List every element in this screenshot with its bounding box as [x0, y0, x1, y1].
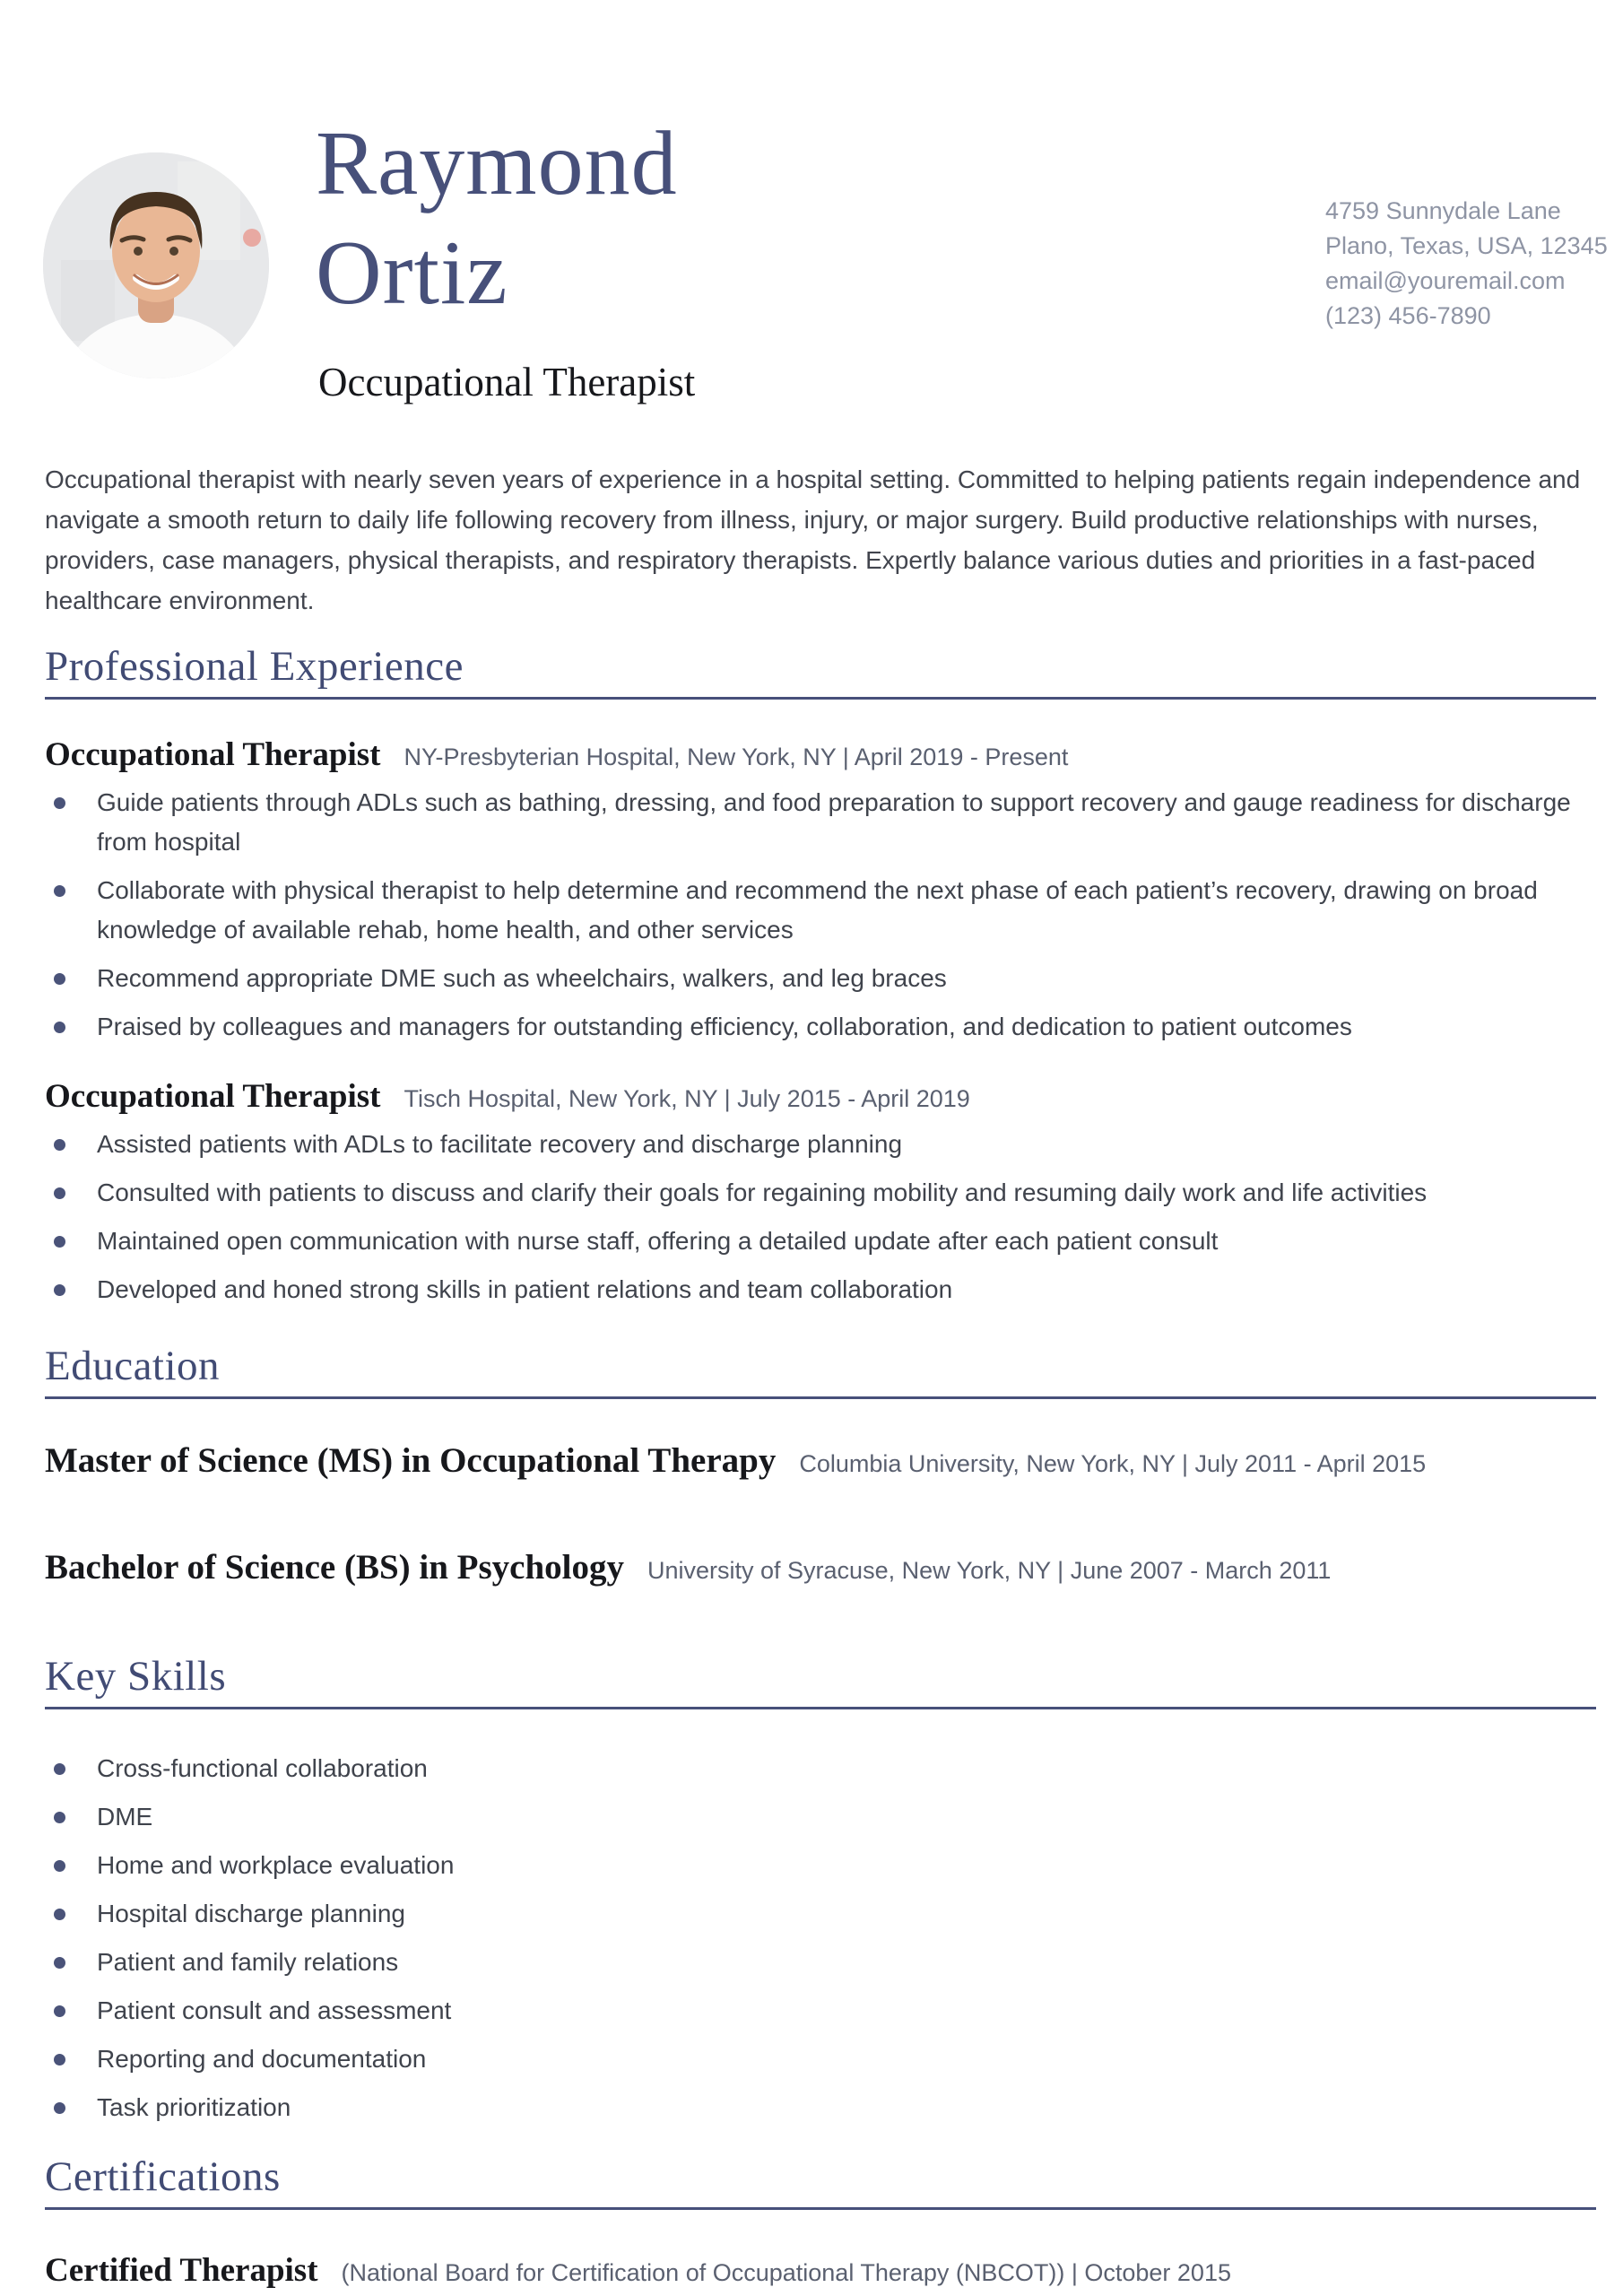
- bullet-dot: [54, 1022, 65, 1033]
- bullet-dot: [54, 1909, 65, 1920]
- bullet-dot: [54, 1957, 65, 1969]
- person-first-name: Raymond: [316, 113, 678, 214]
- skill-text: Task prioritization: [97, 2093, 291, 2121]
- bullet-text: Recommend appropriate DME such as wheelchairs, walkers, and leg braces: [97, 964, 947, 992]
- job-entry: [45, 735, 1596, 1047]
- header: [0, 0, 1623, 422]
- job-entry: [45, 1077, 1596, 1309]
- section-divider: [45, 2207, 1596, 2210]
- skill-item: [45, 1894, 1596, 1934]
- certification-entry: [45, 2251, 1596, 2290]
- job-header: [45, 1077, 1596, 1116]
- bullet-text: Assisted patients with ADLs to facilitate recovery and discharge planning: [97, 1130, 903, 1158]
- person-job-title: Occupational Therapist: [318, 360, 696, 404]
- bullet-dot: [54, 1812, 65, 1823]
- bullet-dot: [54, 1860, 65, 1872]
- bullet-text: Praised by colleagues and managers for outstanding efficiency, collaboration, and dedication to patient outcomes: [97, 1013, 1352, 1040]
- certification-meta: (National Board for Certification of Occupational Therapy (NBCOT)) | October 2015: [341, 2259, 1231, 2286]
- contact-address-line1: 4759 Sunnydale Lane: [1325, 197, 1561, 224]
- skill-text: DME: [97, 1803, 153, 1831]
- bullet-dot: [54, 2054, 65, 2066]
- bullet-text: Consulted with patients to discuss and clarify their goals for regaining mobility and resuming daily work and life activities: [97, 1178, 1428, 1206]
- person-last-name: Ortiz: [316, 222, 508, 324]
- profile-photo: [43, 152, 269, 378]
- contact-email: email@youremail.com: [1325, 267, 1566, 294]
- contact-phone: (123) 456-7890: [1325, 302, 1491, 329]
- person-portrait-illustration: [43, 152, 269, 378]
- bullet-text: Collaborate with physical therapist to help determine and recommend the next phase of each patient’s recovery, drawing on broad knowledge of available rehab, home health, and other services: [97, 876, 1538, 944]
- skill-item: [45, 2039, 1596, 2079]
- skill-text: Home and workplace evaluation: [97, 1851, 455, 1879]
- job-bullet-list: [45, 783, 1596, 1047]
- skill-item: [45, 2088, 1596, 2127]
- job-header: [45, 735, 1596, 774]
- degree-meta: University of Syracuse, New York, NY | June 2007 - March 2011: [647, 1557, 1332, 1584]
- degree-title: Bachelor of Science (BS) in Psychology: [45, 1548, 624, 1587]
- bullet-dot: [54, 1187, 65, 1199]
- degree-entry: [45, 1547, 1596, 1587]
- degree-title: Master of Science (MS) in Occupational Therapy: [45, 1441, 777, 1480]
- section-divider: [45, 1707, 1596, 1709]
- contact-address-line2: Plano, Texas, USA, 12345: [1325, 232, 1608, 259]
- degree-entry: [45, 1440, 1596, 1481]
- skills-heading: Key Skills: [45, 1653, 227, 1700]
- bullet-dot: [54, 1763, 65, 1775]
- bullet-dot: [54, 1284, 65, 1296]
- bullet-dot: [54, 2102, 65, 2114]
- summary-paragraph: Occupational therapist with nearly seven years of experience in a hospital setting. Committed to helping patients regain independence and navigate a smooth return to daily life following recovery from illness, injury, or major surgery. Build productive relationships with nurses, providers, case managers, physical therapists, and respiratory therapists. Expertly balance various duties and priorities in a fast-paced healthcare environment.: [45, 465, 1581, 614]
- bullet-item: [45, 1222, 1596, 1261]
- section-experience: [45, 642, 1596, 1309]
- job-title: Occupational Therapist: [45, 736, 381, 773]
- bullet-dot: [54, 797, 65, 809]
- job-meta: NY-Presbyterian Hospital, New York, NY | April 2019 - Present: [404, 744, 1069, 770]
- skills-list: [45, 1749, 1596, 2127]
- job-bullet-list: [45, 1125, 1596, 1309]
- skill-item: [45, 1749, 1596, 1788]
- job-title: Occupational Therapist: [45, 1078, 381, 1115]
- section-education: [45, 1342, 1596, 1587]
- bullet-item: [45, 959, 1596, 998]
- bullet-dot: [54, 1139, 65, 1151]
- skill-item: [45, 1943, 1596, 1982]
- skill-item: [45, 1846, 1596, 1885]
- bullet-dot: [54, 885, 65, 897]
- bullet-item: [45, 871, 1596, 950]
- bullet-dot: [54, 2005, 65, 2017]
- skill-text: Patient and family relations: [97, 1948, 399, 1976]
- bullet-dot: [54, 973, 65, 985]
- skill-text: Patient consult and assessment: [97, 1996, 452, 2024]
- bullet-dot: [54, 1236, 65, 1248]
- bullet-text: Developed and honed strong skills in patient relations and team collaboration: [97, 1275, 953, 1303]
- section-certifications: [45, 2152, 1596, 2290]
- bullet-item: [45, 1173, 1596, 1213]
- certification-title: Certified Therapist: [45, 2252, 318, 2289]
- bullet-item: [45, 1125, 1596, 1164]
- skill-text: Reporting and documentation: [97, 2045, 427, 2073]
- bullet-text: Guide patients through ADLs such as bathing, dressing, and food preparation to support recovery and gauge readiness for discharge from hospital: [97, 788, 1571, 856]
- degree-meta: Columbia University, New York, NY | July 2011 - April 2015: [799, 1450, 1427, 1477]
- skill-text: Hospital discharge planning: [97, 1900, 405, 1927]
- section-skills: [45, 1652, 1596, 2127]
- skill-text: Cross-functional collaboration: [97, 1754, 428, 1782]
- certifications-heading: Certifications: [45, 2153, 281, 2200]
- education-heading: Education: [45, 1343, 221, 1389]
- experience-heading: Professional Experience: [45, 643, 464, 690]
- bullet-text: Maintained open communication with nurse staff, offering a detailed update after each patient consult: [97, 1227, 1219, 1255]
- bullet-item: [45, 1007, 1596, 1047]
- section-divider: [45, 1396, 1596, 1399]
- section-divider: [45, 697, 1596, 700]
- contact-block: [1325, 194, 1608, 334]
- skill-item: [45, 1991, 1596, 2031]
- skill-item: [45, 1797, 1596, 1837]
- bullet-item: [45, 783, 1596, 862]
- resume-body: [0, 459, 1623, 2290]
- bullet-item: [45, 1270, 1596, 1309]
- person-name: [316, 109, 678, 328]
- job-meta: Tisch Hospital, New York, NY | July 2015 - April 2019: [404, 1085, 970, 1112]
